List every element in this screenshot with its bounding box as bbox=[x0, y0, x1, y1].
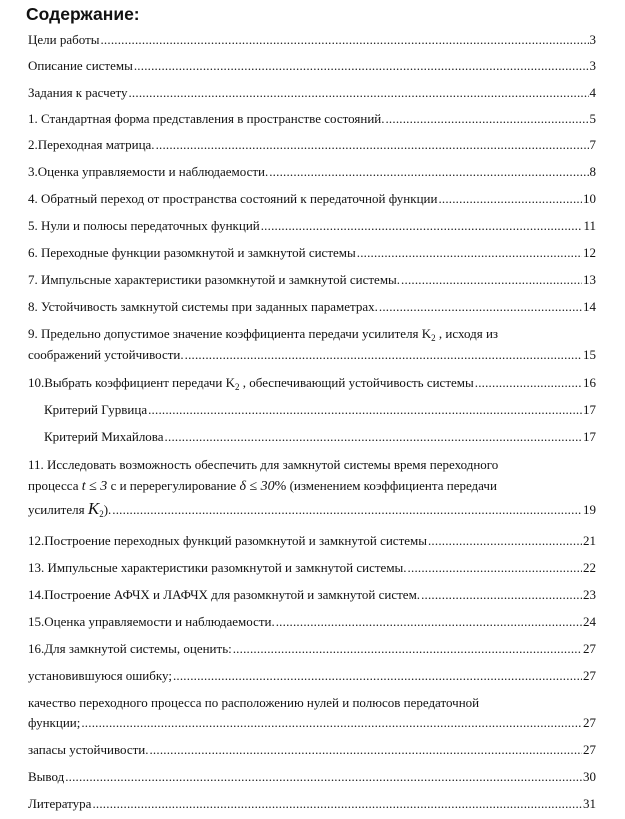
toc-entry-text: 4. Обратный переход от пространства состояний к передаточной функции bbox=[28, 191, 438, 206]
toc-entry-text: (изменением коэффициента передачи bbox=[286, 478, 497, 493]
toc-entry-page: 27 bbox=[583, 715, 596, 730]
toc-entry[interactable] bbox=[28, 164, 596, 180]
subscript: 2 bbox=[99, 509, 104, 519]
toc-leader bbox=[112, 502, 582, 518]
toc-leader bbox=[421, 587, 582, 603]
toc-entry-page: 17 bbox=[583, 402, 596, 417]
math-expression: t ≤ 3 bbox=[81, 479, 108, 494]
toc-entry-text: 5. Нули и полюсы передаточных функций bbox=[28, 218, 260, 233]
toc-entry-text: запасы устойчивости. bbox=[28, 742, 149, 757]
toc-entry-page: 7 bbox=[589, 137, 596, 152]
toc-entry-text: Вывод bbox=[28, 769, 65, 784]
toc-entry-text: Задания к расчету bbox=[28, 85, 128, 100]
toc-entry-page: 19 bbox=[583, 502, 596, 517]
toc-leader bbox=[385, 111, 588, 127]
toc-entry-line[interactable] bbox=[28, 695, 479, 711]
toc-leader bbox=[379, 299, 582, 315]
toc-entry-page: 16 bbox=[583, 375, 596, 390]
toc-leader bbox=[134, 58, 589, 74]
toc-entry-text: 1. Стандартная форма представления в пространстве состояний. bbox=[28, 111, 385, 126]
toc-entry-line[interactable] bbox=[28, 457, 498, 473]
toc-entry-page: 3 bbox=[589, 58, 596, 73]
toc-entry-page: 13 bbox=[583, 272, 596, 287]
toc-entry[interactable] bbox=[28, 272, 596, 288]
toc-entry[interactable] bbox=[28, 501, 596, 518]
toc-entry-text: 16.Для замкнутой системы, оценить: bbox=[28, 641, 232, 656]
toc-entry-page: 10 bbox=[583, 191, 596, 206]
toc-entry-text: 10.Выбрать коэффициент передачи $K_2$ , обеспечивающий устойчивость системы bbox=[28, 375, 474, 392]
toc-entry-text: 13. Импульсные характеристики разомкнутой и замкнутой системы. bbox=[28, 560, 407, 575]
subscript: 2 bbox=[235, 382, 240, 392]
toc-leader bbox=[81, 715, 582, 731]
toc-entry[interactable] bbox=[28, 218, 596, 234]
toc-entry-page: 12 bbox=[583, 245, 596, 260]
toc-entry-text: соображений устойчивости. bbox=[28, 347, 184, 362]
toc-entry[interactable] bbox=[28, 796, 596, 812]
toc-leader bbox=[128, 85, 588, 101]
toc-leader bbox=[156, 137, 589, 153]
toc-entry-text: 14.Построение АФЧХ и ЛАФЧХ для разомкнутой и замкнутой систем. bbox=[28, 587, 421, 602]
toc-leader bbox=[92, 796, 582, 812]
toc-entry[interactable] bbox=[28, 614, 596, 630]
percent-sign: % bbox=[274, 479, 287, 494]
toc-entry-text: 9. Предельно допустимое значение коэффициента передачи усилителя K bbox=[28, 326, 432, 341]
toc-entry-page: 23 bbox=[583, 587, 596, 602]
toc-entry-page: 30 bbox=[583, 769, 596, 784]
toc-entry-page: 27 bbox=[583, 641, 596, 656]
toc-entry[interactable] bbox=[28, 641, 596, 657]
toc-entry[interactable] bbox=[28, 347, 596, 363]
math-K: K bbox=[87, 499, 100, 518]
toc-leader bbox=[185, 347, 582, 363]
toc-entry-text: процесса bbox=[28, 478, 82, 493]
toc-entry-page: 8 bbox=[589, 164, 596, 179]
toc-leader bbox=[408, 560, 582, 576]
toc-entry-page: 24 bbox=[583, 614, 596, 629]
toc-entry-page: 14 bbox=[583, 299, 596, 314]
toc-entry-text: 6. Переходные функции разомкнутой и замкнутой системы bbox=[28, 245, 356, 260]
toc-leader bbox=[438, 191, 582, 207]
toc-entry[interactable] bbox=[28, 533, 596, 549]
toc-entry[interactable] bbox=[28, 191, 596, 207]
toc-entry-text: Цели работы bbox=[28, 32, 100, 47]
toc-entry[interactable] bbox=[28, 668, 596, 684]
toc-entry[interactable] bbox=[28, 587, 596, 603]
toc-entry[interactable] bbox=[28, 299, 596, 315]
toc-entry[interactable] bbox=[28, 560, 596, 576]
toc-entry[interactable] bbox=[28, 85, 596, 101]
toc-entry-text: 15.Оценка управляемости и наблюдаемости. bbox=[28, 614, 275, 629]
toc-leader bbox=[165, 429, 582, 445]
toc-entry-page: 11 bbox=[583, 218, 596, 233]
toc-entry-text: качество переходного процесса по расположению нулей и полюсов передаточной bbox=[28, 695, 480, 710]
toc-entry-text: установившуюся ошибку; bbox=[28, 668, 172, 683]
toc-entry-line[interactable] bbox=[28, 326, 498, 342]
toc-leader bbox=[233, 641, 582, 657]
toc-entry[interactable] bbox=[44, 429, 596, 445]
toc-entry-page: 4 bbox=[589, 85, 596, 100]
toc-leader bbox=[100, 32, 588, 48]
toc-entry[interactable] bbox=[28, 375, 596, 391]
toc-entry[interactable] bbox=[28, 32, 596, 48]
math-expression: δ ≤ 30 bbox=[239, 479, 275, 494]
toc-entry-page: 5 bbox=[589, 111, 596, 126]
toc-entry-text: 2.Переходная матрица. bbox=[28, 137, 155, 152]
toc-entry-page: 21 bbox=[583, 533, 596, 548]
toc-entry[interactable] bbox=[28, 769, 596, 785]
toc-entry-text: Критерий Михайлова bbox=[44, 429, 164, 444]
toc-entry-line[interactable] bbox=[28, 478, 497, 495]
toc-entry-text: Критерий Гурвица bbox=[44, 402, 148, 417]
toc-leader bbox=[357, 245, 582, 261]
toc-entry[interactable] bbox=[28, 137, 596, 153]
toc-entry[interactable] bbox=[28, 742, 596, 758]
toc-entry-page: 27 bbox=[583, 742, 596, 757]
toc-leader bbox=[269, 164, 588, 180]
toc-entry-page: 27 bbox=[583, 668, 596, 683]
toc-entry-text: 11. Исследовать возможность обеспечить для замкнутой системы время переходного bbox=[28, 457, 499, 472]
toc-leader bbox=[148, 402, 582, 418]
toc-entry-text: , исходя из bbox=[435, 326, 499, 341]
toc-entry-page: 15 bbox=[583, 347, 596, 362]
toc-entry-text: 8. Устойчивость замкнутой системы при заданных параметрах. bbox=[28, 299, 378, 314]
toc-entry-page: 3 bbox=[589, 32, 596, 47]
toc-entry-text: 12.Построение переходных функций разомкнутой и замкнутой системы bbox=[28, 533, 427, 548]
toc-entry[interactable] bbox=[44, 402, 596, 418]
toc-entry[interactable] bbox=[28, 111, 596, 127]
toc-entry[interactable] bbox=[28, 245, 596, 261]
toc-leader bbox=[475, 375, 582, 391]
toc-entry-page: 22 bbox=[583, 560, 596, 575]
toc-leader bbox=[401, 272, 582, 288]
toc-entry[interactable] bbox=[28, 58, 596, 74]
toc-entry[interactable] bbox=[28, 715, 596, 731]
toc-entry-text: усилителя $K_2$). bbox=[28, 499, 112, 519]
toc-leader bbox=[428, 533, 582, 549]
toc-entry-text: с и перерегулирование bbox=[107, 478, 240, 493]
toc-entry-text: Литература bbox=[28, 796, 92, 811]
toc-entry-page: 31 bbox=[583, 796, 596, 811]
toc-entry-text: 7. Импульсные характеристики разомкнутой и замкнутой системы. bbox=[28, 272, 401, 287]
toc-leader bbox=[276, 614, 582, 630]
toc-title: Содержание: bbox=[26, 4, 140, 24]
toc-entry-page: 17 bbox=[583, 429, 596, 444]
toc-leader bbox=[173, 668, 582, 684]
toc-entry-text: 3.Оценка управляемости и наблюдаемости. bbox=[28, 164, 269, 179]
toc-leader bbox=[65, 769, 582, 785]
subscript: 2 bbox=[431, 333, 436, 343]
toc-entry-text: Описание системы bbox=[28, 58, 133, 73]
toc-entry-text: функции; bbox=[28, 715, 81, 730]
toc-leader bbox=[261, 218, 583, 234]
toc-leader bbox=[149, 742, 582, 758]
